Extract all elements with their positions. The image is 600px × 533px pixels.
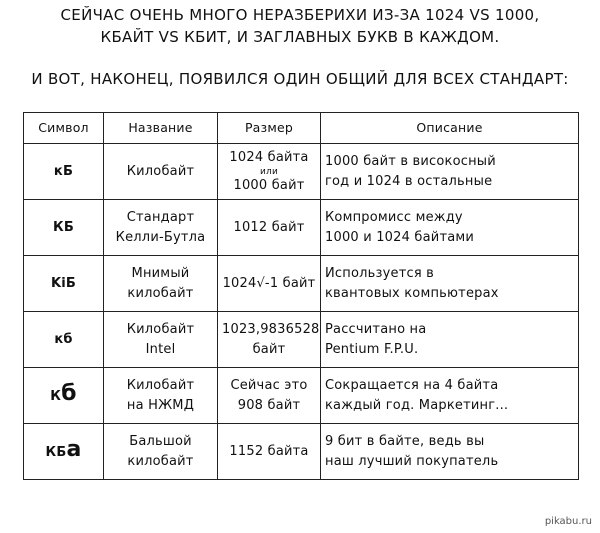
table-row [24,144,579,200]
description-line: каждый год. Маркетинг... [325,397,509,413]
name-cell [104,368,218,424]
description-cell [321,144,579,200]
name-line: Килобайт [126,163,195,179]
symbol-small: а [66,437,82,462]
size-line-or: или [259,166,279,177]
size-line: 1024√-1 байт [222,275,316,291]
symbol-small: б [61,381,77,406]
watermark: pikabu.ru [544,516,592,527]
size-line: 1023,9836528 [222,321,320,337]
units-table [23,112,579,480]
description-line: Сокращается на 4 байта [325,377,499,393]
name-line: Мнимый [131,265,190,281]
description-line: наш лучший покупатель [325,453,499,469]
size-cell [218,256,321,312]
description-line: Компромисс между [325,209,463,225]
description-line: Используется в [325,265,435,281]
intro-line-3: И ВОТ, НАКОНЕЦ, ПОЯВИЛСЯ ОДИН ОБЩИЙ ДЛЯ ВСЕХ СТАНДАРТ: [31,70,569,88]
intro-line-1: СЕЙЧАС ОЧЕНЬ МНОГО НЕРАЗБЕРИХИ ИЗ-ЗА 1024 VS 1000, [60,6,540,24]
name-line: Бальшой [129,433,192,449]
description-line: Рассчитано на [325,321,427,337]
name-line: килобайт [127,453,194,469]
symbol-main: К [50,389,62,404]
name-line: Intel [145,341,176,357]
size-line: 1024 байта [229,149,309,165]
name-line: Стандарт [126,209,195,225]
table-row [24,200,579,256]
description-line: 1000 байт в високосный [325,153,496,169]
description-cell [321,368,579,424]
size-line: 1012 байт [233,219,305,235]
size-line: Сейчас это [230,377,308,393]
symbol-cell [24,368,104,424]
header-description: Описание [321,113,579,144]
header-symbol: Символ [24,113,104,144]
name-cell [104,312,218,368]
table-row [24,424,579,480]
size-line: 908 байт [237,397,301,413]
size-cell [218,312,321,368]
header-name: Название [104,113,218,144]
size-cell [218,144,321,200]
name-cell [104,144,218,200]
header-size: Размер [218,113,321,144]
size-cell [218,424,321,480]
name-cell [104,200,218,256]
name-line: Келли-Бутла [115,229,206,245]
description-cell [321,424,579,480]
symbol-cell: КБ [24,200,104,256]
description-line: квантовых компьютерах [325,285,499,301]
size-cell [218,200,321,256]
name-cell [104,424,218,480]
description-cell [321,200,579,256]
name-line: килобайт [127,285,194,301]
table-row [24,312,579,368]
description-line: Pentium F.P.U. [325,341,419,357]
name-line: Килобайт [126,377,195,393]
name-cell [104,256,218,312]
description-line: 1000 и 1024 байтами [325,229,475,245]
symbol-cell: кб [24,312,104,368]
description-cell [321,256,579,312]
symbol-cell [24,424,104,480]
intro-line-2: КБАЙТ VS КБИТ, И ЗАГЛАВНЫХ БУКВ В КАЖДОМ. [100,28,500,46]
table-row [24,368,579,424]
header-row [24,113,579,144]
description-cell [321,312,579,368]
size-cell [218,368,321,424]
symbol-cell: KiБ [24,256,104,312]
symbol-main: КБ [45,445,67,460]
name-line: Килобайт [126,321,195,337]
name-line: на НЖМД [126,397,195,413]
table-row [24,256,579,312]
description-line: год и 1024 в остальные [325,173,493,189]
symbol-cell: кБ [24,144,104,200]
size-line: 1000 байт [233,177,305,193]
description-line: 9 бит в байте, ведь вы [325,433,485,449]
size-line: байт [252,341,286,357]
size-line: 1152 байта [229,443,309,459]
